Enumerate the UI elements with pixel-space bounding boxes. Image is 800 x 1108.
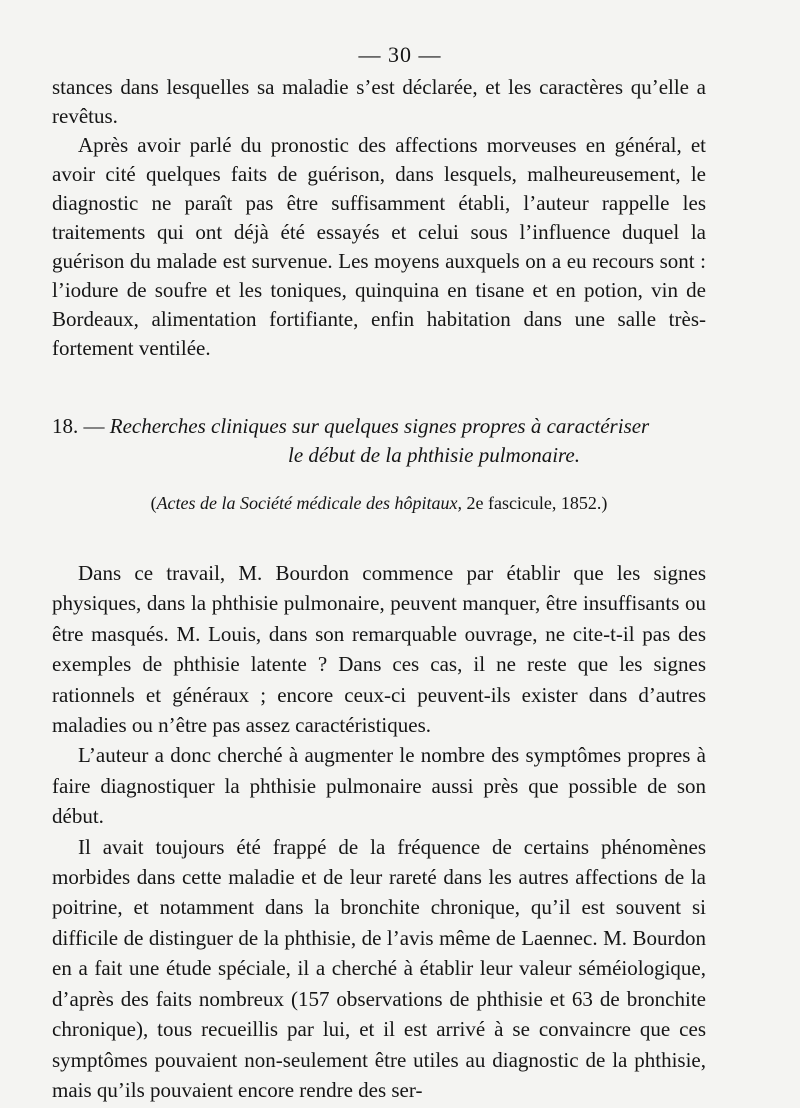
section-title-line2: le début de la phthisie pulmonaire. <box>287 443 580 467</box>
bottom-text-block <box>52 558 706 1105</box>
page-number: — 30 — <box>358 42 442 67</box>
top-text-block <box>52 73 706 363</box>
section-heading <box>52 412 706 470</box>
section-number: 18. <box>52 414 79 438</box>
paragraph: Après avoir parlé du pronostic des affections morveuses en général, et avoir cité quelques faits de guérison, dans lesquels, malheureusement, le diagnostic ne paraît pas être suffisamment établi, l’auteur rappelle les traitements qui ont déjà été essayés et celui sous l’influence duquel la guérison du malade est survenue. Les moyens auxquels on a eu recours sont : l’iodure de soufre et les toniques, quinquina en tisane et en potion, vin de Bordeaux, alimentation fortifiante, enfin habitation dans une salle très-fortement ventilée. <box>52 133 706 360</box>
source-citation <box>52 493 706 514</box>
section-title-line1: Recherches cliniques sur quelques signes propres à caractériser <box>109 414 650 438</box>
citation-open: ( <box>150 493 157 513</box>
paragraph: stances dans lesquelles sa maladie s’est déclarée, et les caractères qu’elle a revêtus. <box>52 75 706 128</box>
paragraph: L’auteur a donc cherché à augmenter le nombre des symptômes propres à faire diagnostiquer la phthisie pulmonaire aussi près que possible de son début. <box>52 743 706 829</box>
paragraph: Il avait toujours été frappé de la fréquence de certains phénomènes morbides dans cette maladie et de leur rareté dans les autres affections de la poitrine, et notamment dans la bronchite chronique, qu’il est souvent si difficile de distinguer de la phthisie, de l’avis même de Laennec. M. Bourdon en a fait une étude spéciale, il a cherché à établir leur valeur séméiologique, d’après des faits nombreux (157 observations de phthisie et 63 de bronchite chronique), tous recueillis par lui, et il est arrivé à se convaincre que ces symptômes pouvaient non-seulement être utiles au diagnostic de la phthisie, mais qu’ils pouvaient encore rendre des ser- <box>52 834 706 1102</box>
citation-journal: Actes de la Société médicale des hôpitaux, <box>156 493 462 513</box>
citation-details: 2e fascicule, 1852.) <box>461 493 608 513</box>
paragraph: Dans ce travail, M. Bourdon commence par établir que les signes physiques, dans la phthisie pulmonaire, peuvent manquer, être insuffisants ou être masqués. M. Louis, dans son remarquable ouvrage, ne cite-t-il pas des exemples de phthisie latente ? Dans ces cas, il ne reste que les signes rationnels et généraux ; encore ceux-ci peuvent-ils exister dans d’autres maladies ou n’être pas assez caractéristiques. <box>52 561 706 738</box>
section-dash: — <box>83 414 105 438</box>
